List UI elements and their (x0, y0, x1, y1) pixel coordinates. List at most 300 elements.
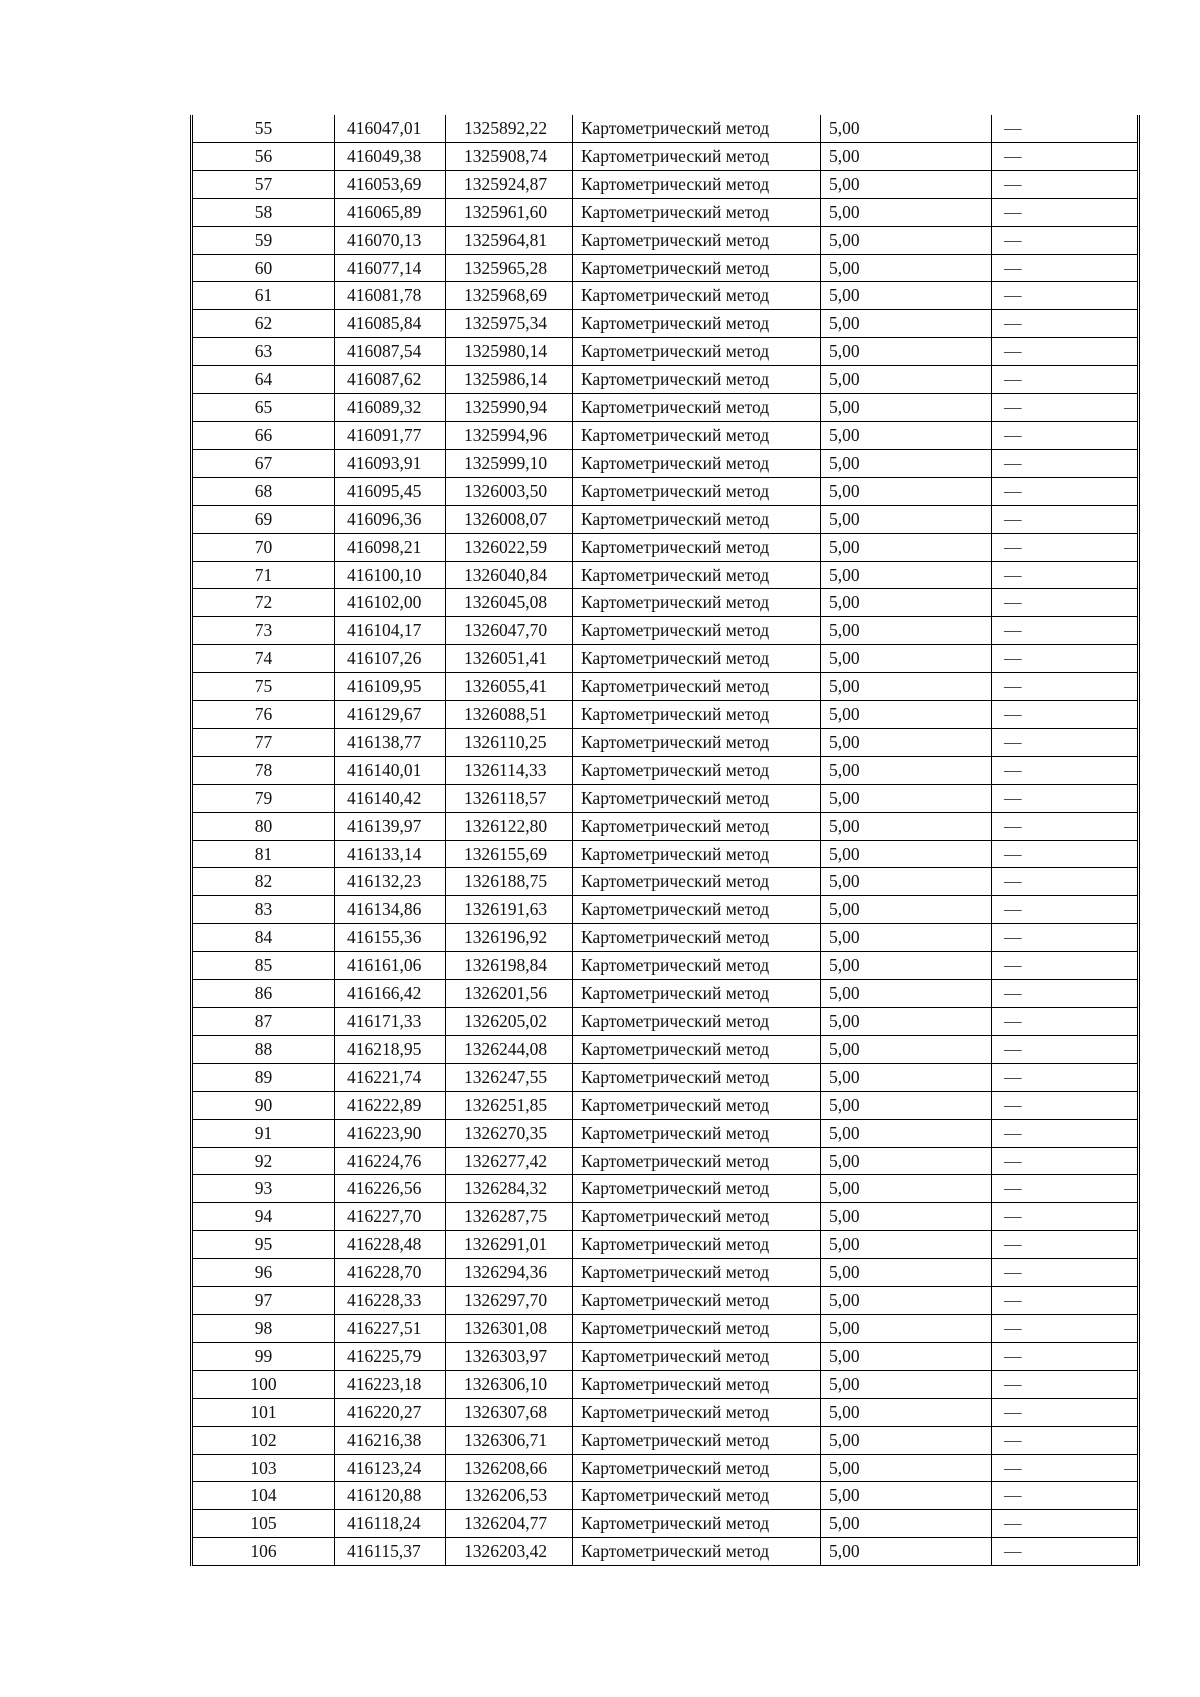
x-coordinate-cell: 416228,48 (335, 1231, 446, 1259)
y-coordinate-cell: 1326118,57 (446, 784, 573, 812)
accuracy-cell: 5,00 (821, 533, 992, 561)
method-cell: Картометрический метод (573, 812, 821, 840)
method-cell: Картометрический метод (573, 561, 821, 589)
accuracy-cell: 5,00 (821, 1063, 992, 1091)
x-coordinate-cell: 416155,36 (335, 924, 446, 952)
method-cell: Картометрический метод (573, 366, 821, 394)
y-coordinate-cell: 1326205,02 (446, 1008, 573, 1036)
description-cell: — (992, 701, 1139, 729)
method-cell: Картометрический метод (573, 226, 821, 254)
method-cell: Картометрический метод (573, 310, 821, 338)
x-coordinate-cell: 416118,24 (335, 1510, 446, 1538)
x-coordinate-cell: 416220,27 (335, 1398, 446, 1426)
y-coordinate-cell: 1326196,92 (446, 924, 573, 952)
method-cell: Картометрический метод (573, 394, 821, 422)
description-cell: — (992, 1454, 1139, 1482)
description-cell: — (992, 366, 1139, 394)
point-number-cell: 83 (192, 896, 335, 924)
description-cell: — (992, 1119, 1139, 1147)
x-coordinate-cell: 416218,95 (335, 1035, 446, 1063)
point-number-cell: 75 (192, 673, 335, 701)
x-coordinate-cell: 416161,06 (335, 952, 446, 980)
table-row (192, 1063, 1139, 1091)
description-cell: — (992, 1091, 1139, 1119)
accuracy-cell: 5,00 (821, 756, 992, 784)
accuracy-cell: 5,00 (821, 226, 992, 254)
point-number-cell: 74 (192, 645, 335, 673)
method-cell: Картометрический метод (573, 1008, 821, 1036)
y-coordinate-cell: 1326307,68 (446, 1398, 573, 1426)
accuracy-cell: 5,00 (821, 254, 992, 282)
accuracy-cell: 5,00 (821, 142, 992, 170)
x-coordinate-cell: 416123,24 (335, 1454, 446, 1482)
accuracy-cell: 5,00 (821, 366, 992, 394)
y-coordinate-cell: 1326045,08 (446, 589, 573, 617)
accuracy-cell: 5,00 (821, 310, 992, 338)
x-coordinate-cell: 416129,67 (335, 701, 446, 729)
description-cell: — (992, 1175, 1139, 1203)
y-coordinate-cell: 1325980,14 (446, 338, 573, 366)
description-cell: — (992, 282, 1139, 310)
description-cell: — (992, 1426, 1139, 1454)
method-cell: Картометрический метод (573, 1314, 821, 1342)
method-cell: Картометрический метод (573, 1287, 821, 1315)
description-cell: — (992, 254, 1139, 282)
table-row (192, 1175, 1139, 1203)
accuracy-cell: 5,00 (821, 812, 992, 840)
accuracy-cell: 5,00 (821, 980, 992, 1008)
table-row (192, 449, 1139, 477)
point-number-cell: 80 (192, 812, 335, 840)
method-cell: Картометрический метод (573, 673, 821, 701)
point-number-cell: 67 (192, 449, 335, 477)
y-coordinate-cell: 1326284,32 (446, 1175, 573, 1203)
table-row (192, 1454, 1139, 1482)
table-row (192, 701, 1139, 729)
table-row (192, 812, 1139, 840)
description-cell: — (992, 1370, 1139, 1398)
x-coordinate-cell: 416070,13 (335, 226, 446, 254)
y-coordinate-cell: 1326047,70 (446, 617, 573, 645)
y-coordinate-cell: 1325975,34 (446, 310, 573, 338)
y-coordinate-cell: 1326251,85 (446, 1091, 573, 1119)
x-coordinate-cell: 416100,10 (335, 561, 446, 589)
method-cell: Картометрический метод (573, 1510, 821, 1538)
table-row (192, 533, 1139, 561)
method-cell: Картометрический метод (573, 896, 821, 924)
table-row (192, 673, 1139, 701)
x-coordinate-cell: 416085,84 (335, 310, 446, 338)
point-number-cell: 86 (192, 980, 335, 1008)
description-cell: — (992, 421, 1139, 449)
x-coordinate-cell: 416216,38 (335, 1426, 446, 1454)
table-row (192, 170, 1139, 198)
y-coordinate-cell: 1325999,10 (446, 449, 573, 477)
point-number-cell: 65 (192, 394, 335, 422)
table-row (192, 1147, 1139, 1175)
method-cell: Картометрический метод (573, 505, 821, 533)
x-coordinate-cell: 416222,89 (335, 1091, 446, 1119)
point-number-cell: 63 (192, 338, 335, 366)
method-cell: Картометрический метод (573, 1426, 821, 1454)
y-coordinate-cell: 1325990,94 (446, 394, 573, 422)
description-cell: — (992, 1342, 1139, 1370)
table-row (192, 561, 1139, 589)
table-row (192, 1314, 1139, 1342)
x-coordinate-cell: 416049,38 (335, 142, 446, 170)
method-cell: Картометрический метод (573, 282, 821, 310)
x-coordinate-cell: 416132,23 (335, 868, 446, 896)
accuracy-cell: 5,00 (821, 1147, 992, 1175)
x-coordinate-cell: 416228,33 (335, 1287, 446, 1315)
method-cell: Картометрический метод (573, 784, 821, 812)
x-coordinate-cell: 416081,78 (335, 282, 446, 310)
table-row (192, 198, 1139, 226)
accuracy-cell: 5,00 (821, 1538, 992, 1566)
accuracy-cell: 5,00 (821, 840, 992, 868)
description-cell: — (992, 784, 1139, 812)
method-cell: Картометрический метод (573, 477, 821, 505)
accuracy-cell: 5,00 (821, 784, 992, 812)
description-cell: — (992, 115, 1139, 142)
table-row (192, 366, 1139, 394)
point-number-cell: 56 (192, 142, 335, 170)
x-coordinate-cell: 416109,95 (335, 673, 446, 701)
y-coordinate-cell: 1326155,69 (446, 840, 573, 868)
point-number-cell: 99 (192, 1342, 335, 1370)
method-cell: Картометрический метод (573, 421, 821, 449)
description-cell: — (992, 728, 1139, 756)
point-number-cell: 94 (192, 1203, 335, 1231)
accuracy-cell: 5,00 (821, 282, 992, 310)
accuracy-cell: 5,00 (821, 1287, 992, 1315)
y-coordinate-cell: 1325964,81 (446, 226, 573, 254)
accuracy-cell: 5,00 (821, 170, 992, 198)
point-number-cell: 97 (192, 1287, 335, 1315)
table-row (192, 1538, 1139, 1566)
method-cell: Картометрический метод (573, 1147, 821, 1175)
method-cell: Картометрический метод (573, 1454, 821, 1482)
table-row (192, 1035, 1139, 1063)
description-cell: — (992, 1203, 1139, 1231)
x-coordinate-cell: 416225,79 (335, 1342, 446, 1370)
description-cell: — (992, 673, 1139, 701)
point-number-cell: 55 (192, 115, 335, 142)
description-cell: — (992, 1259, 1139, 1287)
table-row (192, 1342, 1139, 1370)
point-number-cell: 79 (192, 784, 335, 812)
y-coordinate-cell: 1326188,75 (446, 868, 573, 896)
accuracy-cell: 5,00 (821, 1008, 992, 1036)
accuracy-cell: 5,00 (821, 589, 992, 617)
x-coordinate-cell: 416089,32 (335, 394, 446, 422)
accuracy-cell: 5,00 (821, 728, 992, 756)
accuracy-cell: 5,00 (821, 868, 992, 896)
table-row (192, 840, 1139, 868)
x-coordinate-cell: 416221,74 (335, 1063, 446, 1091)
method-cell: Картометрический метод (573, 645, 821, 673)
description-cell: — (992, 617, 1139, 645)
method-cell: Картометрический метод (573, 198, 821, 226)
table-row (192, 589, 1139, 617)
description-cell: — (992, 170, 1139, 198)
method-cell: Картометрический метод (573, 254, 821, 282)
method-cell: Картометрический метод (573, 617, 821, 645)
description-cell: — (992, 952, 1139, 980)
point-number-cell: 92 (192, 1147, 335, 1175)
x-coordinate-cell: 416095,45 (335, 477, 446, 505)
method-cell: Картометрический метод (573, 1203, 821, 1231)
accuracy-cell: 5,00 (821, 1426, 992, 1454)
table-row (192, 338, 1139, 366)
method-cell: Картометрический метод (573, 115, 821, 142)
point-number-cell: 73 (192, 617, 335, 645)
y-coordinate-cell: 1326208,66 (446, 1454, 573, 1482)
description-cell: — (992, 1063, 1139, 1091)
description-cell: — (992, 645, 1139, 673)
y-coordinate-cell: 1326203,42 (446, 1538, 573, 1566)
description-cell: — (992, 924, 1139, 952)
point-number-cell: 59 (192, 226, 335, 254)
description-cell: — (992, 533, 1139, 561)
y-coordinate-cell: 1326003,50 (446, 477, 573, 505)
accuracy-cell: 5,00 (821, 198, 992, 226)
x-coordinate-cell: 416047,01 (335, 115, 446, 142)
description-cell: — (992, 756, 1139, 784)
point-number-cell: 58 (192, 198, 335, 226)
description-cell: — (992, 1008, 1139, 1036)
y-coordinate-cell: 1326110,25 (446, 728, 573, 756)
description-cell: — (992, 1398, 1139, 1426)
description-cell: — (992, 394, 1139, 422)
y-coordinate-cell: 1326055,41 (446, 673, 573, 701)
x-coordinate-cell: 416098,21 (335, 533, 446, 561)
y-coordinate-cell: 1326040,84 (446, 561, 573, 589)
accuracy-cell: 5,00 (821, 1482, 992, 1510)
accuracy-cell: 5,00 (821, 505, 992, 533)
y-coordinate-cell: 1326244,08 (446, 1035, 573, 1063)
table-row (192, 1287, 1139, 1315)
method-cell: Картометрический метод (573, 728, 821, 756)
y-coordinate-cell: 1326294,36 (446, 1259, 573, 1287)
y-coordinate-cell: 1326277,42 (446, 1147, 573, 1175)
point-number-cell: 66 (192, 421, 335, 449)
method-cell: Картометрический метод (573, 1342, 821, 1370)
y-coordinate-cell: 1326198,84 (446, 952, 573, 980)
x-coordinate-cell: 416134,86 (335, 896, 446, 924)
x-coordinate-cell: 416226,56 (335, 1175, 446, 1203)
point-number-cell: 72 (192, 589, 335, 617)
table-row (192, 1259, 1139, 1287)
y-coordinate-cell: 1325961,60 (446, 198, 573, 226)
x-coordinate-cell: 416087,62 (335, 366, 446, 394)
point-number-cell: 82 (192, 868, 335, 896)
y-coordinate-cell: 1326287,75 (446, 1203, 573, 1231)
point-number-cell: 98 (192, 1314, 335, 1342)
accuracy-cell: 5,00 (821, 1314, 992, 1342)
table-row (192, 254, 1139, 282)
table-row (192, 505, 1139, 533)
description-cell: — (992, 310, 1139, 338)
description-cell: — (992, 1482, 1139, 1510)
table-row (192, 1398, 1139, 1426)
y-coordinate-cell: 1326191,63 (446, 896, 573, 924)
table-row (192, 1510, 1139, 1538)
accuracy-cell: 5,00 (821, 645, 992, 673)
x-coordinate-cell: 416223,18 (335, 1370, 446, 1398)
table-row (192, 421, 1139, 449)
table-row (192, 142, 1139, 170)
y-coordinate-cell: 1326306,71 (446, 1426, 573, 1454)
table-row (192, 1370, 1139, 1398)
x-coordinate-cell: 416107,26 (335, 645, 446, 673)
x-coordinate-cell: 416093,91 (335, 449, 446, 477)
x-coordinate-cell: 416227,51 (335, 1314, 446, 1342)
accuracy-cell: 5,00 (821, 1454, 992, 1482)
table-row (192, 728, 1139, 756)
table-row (192, 310, 1139, 338)
accuracy-cell: 5,00 (821, 673, 992, 701)
point-number-cell: 84 (192, 924, 335, 952)
y-coordinate-cell: 1326088,51 (446, 701, 573, 729)
method-cell: Картометрический метод (573, 1063, 821, 1091)
x-coordinate-cell: 416096,36 (335, 505, 446, 533)
method-cell: Картометрический метод (573, 701, 821, 729)
x-coordinate-cell: 416140,42 (335, 784, 446, 812)
point-number-cell: 77 (192, 728, 335, 756)
point-number-cell: 71 (192, 561, 335, 589)
point-number-cell: 88 (192, 1035, 335, 1063)
point-number-cell: 60 (192, 254, 335, 282)
description-cell: — (992, 142, 1139, 170)
y-coordinate-cell: 1325892,22 (446, 115, 573, 142)
method-cell: Картометрический метод (573, 1398, 821, 1426)
x-coordinate-cell: 416077,14 (335, 254, 446, 282)
description-cell: — (992, 840, 1139, 868)
table-row (192, 784, 1139, 812)
accuracy-cell: 5,00 (821, 1035, 992, 1063)
y-coordinate-cell: 1325986,14 (446, 366, 573, 394)
y-coordinate-cell: 1326306,10 (446, 1370, 573, 1398)
accuracy-cell: 5,00 (821, 115, 992, 142)
description-cell: — (992, 477, 1139, 505)
method-cell: Картометрический метод (573, 924, 821, 952)
x-coordinate-cell: 416133,14 (335, 840, 446, 868)
table-row (192, 980, 1139, 1008)
method-cell: Картометрический метод (573, 589, 821, 617)
point-number-cell: 104 (192, 1482, 335, 1510)
point-number-cell: 100 (192, 1370, 335, 1398)
accuracy-cell: 5,00 (821, 1342, 992, 1370)
point-number-cell: 61 (192, 282, 335, 310)
point-number-cell: 62 (192, 310, 335, 338)
description-cell: — (992, 1231, 1139, 1259)
point-number-cell: 102 (192, 1426, 335, 1454)
description-cell: — (992, 1314, 1139, 1342)
point-number-cell: 85 (192, 952, 335, 980)
method-cell: Картометрический метод (573, 952, 821, 980)
x-coordinate-cell: 416223,90 (335, 1119, 446, 1147)
y-coordinate-cell: 1326206,53 (446, 1482, 573, 1510)
y-coordinate-cell: 1326247,55 (446, 1063, 573, 1091)
y-coordinate-cell: 1326122,80 (446, 812, 573, 840)
table-row (192, 115, 1139, 142)
table-row (192, 868, 1139, 896)
description-cell: — (992, 589, 1139, 617)
table-row (192, 226, 1139, 254)
method-cell: Картометрический метод (573, 533, 821, 561)
accuracy-cell: 5,00 (821, 1259, 992, 1287)
table-row (192, 1203, 1139, 1231)
method-cell: Картометрический метод (573, 1231, 821, 1259)
y-coordinate-cell: 1325908,74 (446, 142, 573, 170)
y-coordinate-cell: 1326008,07 (446, 505, 573, 533)
coordinates-table-body (192, 115, 1139, 1566)
x-coordinate-cell: 416227,70 (335, 1203, 446, 1231)
description-cell: — (992, 338, 1139, 366)
accuracy-cell: 5,00 (821, 617, 992, 645)
accuracy-cell: 5,00 (821, 394, 992, 422)
point-number-cell: 96 (192, 1259, 335, 1287)
x-coordinate-cell: 416115,37 (335, 1538, 446, 1566)
x-coordinate-cell: 416053,69 (335, 170, 446, 198)
y-coordinate-cell: 1326201,56 (446, 980, 573, 1008)
x-coordinate-cell: 416138,77 (335, 728, 446, 756)
method-cell: Картометрический метод (573, 142, 821, 170)
x-coordinate-cell: 416228,70 (335, 1259, 446, 1287)
point-number-cell: 95 (192, 1231, 335, 1259)
point-number-cell: 89 (192, 1063, 335, 1091)
x-coordinate-cell: 416065,89 (335, 198, 446, 226)
description-cell: — (992, 561, 1139, 589)
accuracy-cell: 5,00 (821, 1175, 992, 1203)
accuracy-cell: 5,00 (821, 1119, 992, 1147)
point-number-cell: 76 (192, 701, 335, 729)
x-coordinate-cell: 416166,42 (335, 980, 446, 1008)
y-coordinate-cell: 1326114,33 (446, 756, 573, 784)
table-row (192, 394, 1139, 422)
table-row (192, 1091, 1139, 1119)
description-cell: — (992, 1538, 1139, 1566)
method-cell: Картометрический метод (573, 338, 821, 366)
table-row (192, 1231, 1139, 1259)
description-cell: — (992, 1287, 1139, 1315)
y-coordinate-cell: 1325968,69 (446, 282, 573, 310)
table-row (192, 896, 1139, 924)
point-number-cell: 78 (192, 756, 335, 784)
method-cell: Картометрический метод (573, 449, 821, 477)
accuracy-cell: 5,00 (821, 1231, 992, 1259)
accuracy-cell: 5,00 (821, 1203, 992, 1231)
method-cell: Картометрический метод (573, 980, 821, 1008)
accuracy-cell: 5,00 (821, 421, 992, 449)
point-number-cell: 101 (192, 1398, 335, 1426)
x-coordinate-cell: 416087,54 (335, 338, 446, 366)
table-row (192, 617, 1139, 645)
description-cell: — (992, 1510, 1139, 1538)
y-coordinate-cell: 1326303,97 (446, 1342, 573, 1370)
accuracy-cell: 5,00 (821, 449, 992, 477)
accuracy-cell: 5,00 (821, 924, 992, 952)
x-coordinate-cell: 416224,76 (335, 1147, 446, 1175)
y-coordinate-cell: 1326204,77 (446, 1510, 573, 1538)
point-number-cell: 64 (192, 366, 335, 394)
method-cell: Картометрический метод (573, 840, 821, 868)
accuracy-cell: 5,00 (821, 1398, 992, 1426)
description-cell: — (992, 980, 1139, 1008)
description-cell: — (992, 868, 1139, 896)
point-number-cell: 57 (192, 170, 335, 198)
